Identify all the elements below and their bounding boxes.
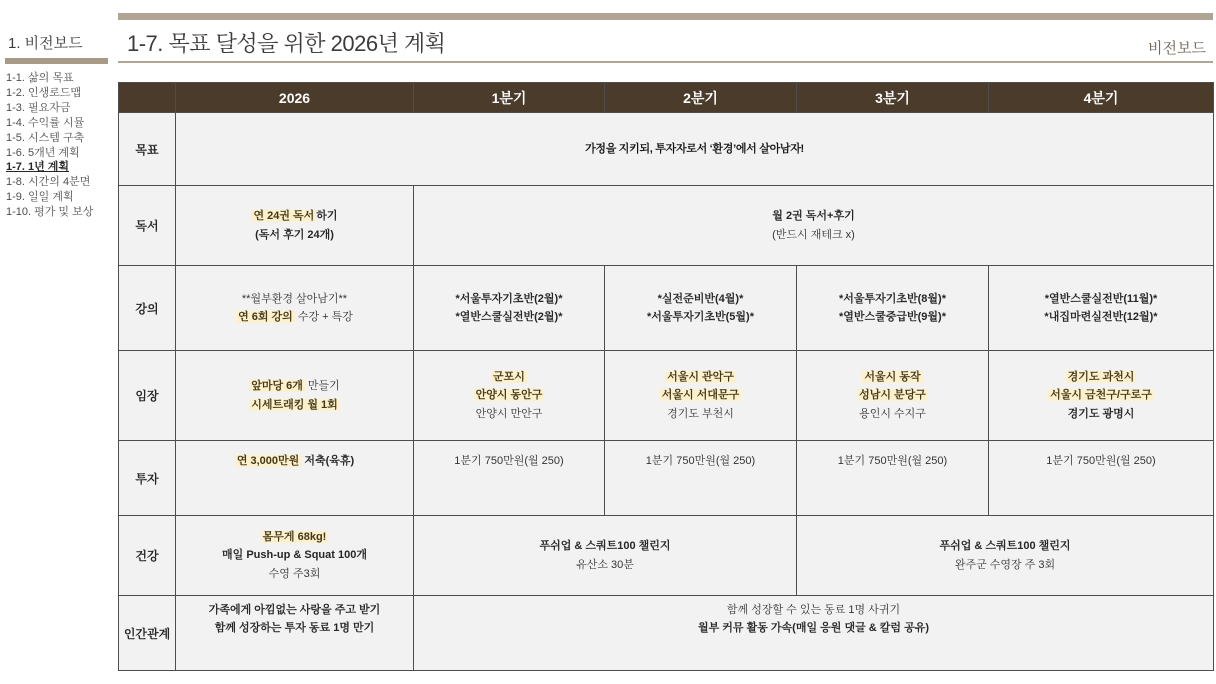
sidebar-item[interactable]: 1-1. 삶의 목표: [6, 72, 74, 84]
cell-text: 1분기 750만원(월 250): [454, 455, 564, 467]
cell-text: 저축(육휴): [301, 455, 355, 467]
sidebar-item-active[interactable]: 1-7. 1년 계획: [6, 161, 70, 174]
table-cell: [176, 516, 414, 596]
cell-text: 함께 성장하는 투자 동료 1명 만기: [214, 622, 375, 635]
table-row: [119, 266, 1214, 351]
table-cell: [414, 351, 605, 441]
cell-line: [800, 452, 985, 470]
cell-line: [608, 290, 793, 308]
table-cell: [176, 351, 414, 441]
cell-text: 경기도 부천시: [667, 407, 734, 420]
cell-line: [417, 290, 601, 308]
title-underline: [118, 61, 1213, 63]
table-row: [119, 351, 1214, 441]
cell-line: [992, 405, 1210, 423]
corner-label: 비전보드: [1148, 40, 1206, 57]
cell-text: 1분기 750만원(월 250): [645, 455, 756, 467]
row-header: 투자: [119, 441, 176, 516]
cell-text: 푸쉬업 & 스쿼트100 챌린지: [539, 540, 671, 553]
cell-text: 1분기 750만원(월 250): [1046, 455, 1156, 467]
cell-line: [179, 619, 410, 637]
cell-line: [179, 452, 410, 470]
page-title: 1-7. 목표 달성을 위한 2026년 계획: [127, 31, 446, 56]
row-header: 강의: [119, 266, 176, 351]
cell-text: *내집마련실전반(12월)*: [1044, 311, 1158, 323]
cell-line: [800, 308, 985, 326]
cell-text: 수영 주3회: [268, 567, 321, 580]
table-cell: [797, 516, 1214, 596]
column-header: 2분기: [605, 83, 797, 113]
cell-line: [417, 368, 601, 386]
cell-text: 월부 커뮤 활동 가속(매일 응원 댓글 & 칼럼 공유): [698, 622, 929, 635]
cell-line: [179, 396, 410, 414]
cell-text: **월부환경 살아남기**: [241, 292, 348, 305]
table-cell: [414, 266, 605, 351]
sidebar-nav: [6, 71, 93, 220]
cell-line: [800, 368, 985, 386]
cell-line: [800, 556, 1210, 574]
sidebar-item[interactable]: 1-3. 필요자금: [6, 101, 71, 114]
table-row: [119, 596, 1214, 671]
table-cell: [989, 351, 1214, 441]
cell-line: [608, 308, 793, 326]
sidebar-item[interactable]: 1-8. 시간의 4분면: [6, 176, 91, 189]
table-header-row: [119, 83, 1214, 113]
cell-line: [608, 405, 793, 423]
row-header: 독서: [119, 186, 176, 266]
cell-line: [417, 619, 1210, 637]
cell-text: 만들기: [304, 380, 340, 393]
table-cell: [605, 266, 797, 351]
cell-text: 경기도 광명시: [1067, 407, 1135, 420]
highlighted-text: 서울시 관악구: [667, 371, 734, 384]
sidebar-item[interactable]: 1-4. 수익률 시뮬: [6, 116, 85, 129]
table-cell: [176, 186, 414, 266]
highlighted-text: 경기도 과천시: [1067, 371, 1135, 384]
top-accent-bar: [118, 13, 1213, 20]
cell-line: [800, 290, 985, 308]
cell-line: [417, 452, 601, 470]
table-cell: [176, 596, 414, 671]
cell-text: 가정을 지키되, 투자자로서 ‘환경’에서 살아남자!: [585, 142, 804, 155]
cell-line: [608, 386, 793, 404]
table-cell: [414, 516, 797, 596]
cell-line: [179, 601, 410, 619]
cell-line: [417, 556, 793, 574]
cell-text: 수강 + 특강: [294, 311, 353, 323]
cell-text: 하기: [316, 210, 338, 223]
cell-text: 안양시 만안구: [475, 407, 543, 420]
cell-line: [179, 377, 410, 395]
cell-line: [417, 308, 601, 326]
table-row: [119, 516, 1214, 596]
highlighted-text: 안양시 동안구: [475, 389, 543, 402]
table-cell: [605, 441, 797, 516]
cell-line: [179, 565, 410, 583]
cell-line: [417, 207, 1210, 225]
cell-text: 가족에게 아낌없는 사랑을 주고 받기: [208, 604, 381, 616]
highlighted-text: 연 6회 강의: [238, 311, 293, 323]
cell-line: [800, 537, 1210, 555]
table-cell: [797, 351, 989, 441]
cell-text: 푸쉬업 & 스쿼트100 챌린지: [939, 540, 1071, 553]
cell-line: [417, 226, 1210, 244]
cell-text: *열반스쿨실전반(2월)*: [455, 311, 563, 323]
cell-line: [417, 386, 601, 404]
cell-text: 유산소 30분: [576, 558, 634, 571]
cell-line: [608, 368, 793, 386]
cell-line: [992, 290, 1210, 308]
column-header: 2026: [176, 83, 414, 113]
table-cell: [797, 441, 989, 516]
table-cell: [989, 441, 1214, 516]
column-header: 4분기: [989, 83, 1214, 113]
sidebar-item[interactable]: 1-9. 일일 계획: [6, 191, 74, 204]
table-cell: [797, 266, 989, 351]
table-body: [119, 113, 1214, 671]
row-header: 인간관계: [119, 596, 176, 671]
table-cell: [176, 266, 414, 351]
cell-line: [179, 290, 410, 308]
cell-line: [992, 386, 1210, 404]
cell-line: [179, 140, 1210, 158]
cell-text: *열반스쿨실전반(11월)*: [1044, 292, 1158, 305]
cell-line: [179, 226, 410, 244]
cell-line: [417, 537, 793, 555]
sidebar-item[interactable]: 1-2. 인생로드맵: [6, 86, 82, 99]
cell-text: 함께 성장할 수 있는 동료 1명 사귀기: [726, 604, 901, 616]
cell-line: [179, 308, 410, 326]
table-cell: [176, 113, 1214, 186]
cell-line: [608, 452, 793, 470]
cell-line: [417, 405, 601, 423]
sidebar-accent-bar: [5, 58, 108, 64]
highlighted-text: 서울시 금천구/구로구: [1050, 389, 1152, 402]
cell-line: [417, 601, 1210, 619]
cell-line: [179, 207, 410, 225]
sidebar-item[interactable]: 1-5. 시스템 구축: [6, 131, 85, 144]
cell-text: *서울투자기초반(5월)*: [646, 311, 754, 323]
highlighted-text: 성남시 분당구: [859, 389, 926, 402]
table-cell: [605, 351, 797, 441]
column-header: 1분기: [414, 83, 605, 113]
cell-text: 용인시 수지구: [859, 407, 926, 420]
table-cell: [414, 186, 1214, 266]
table-cell: [414, 596, 1214, 671]
cell-line: [992, 368, 1210, 386]
cell-text: *서울투자기초반(8월)*: [838, 292, 946, 305]
plan-table: [118, 82, 1214, 671]
row-header: 목표: [119, 113, 176, 186]
sidebar-item[interactable]: 1-6. 5개년 계획: [6, 146, 80, 159]
highlighted-text: 몸무게 68kg!: [262, 531, 327, 544]
column-header: [119, 83, 176, 113]
highlighted-text: 앞마당 6개: [251, 380, 303, 393]
cell-line: [992, 308, 1210, 326]
cell-text: 1분기 750만원(월 250): [837, 455, 948, 467]
cell-line: [800, 386, 985, 404]
sidebar-item[interactable]: 1-10. 평가 및 보상: [6, 206, 94, 219]
cell-text: *실전준비반(4월)*: [657, 292, 744, 305]
highlighted-text: 서울시 동작: [864, 371, 921, 384]
column-header: 3분기: [797, 83, 989, 113]
row-header: 건강: [119, 516, 176, 596]
cell-text: 월 2권 독서+후기: [772, 210, 855, 223]
cell-text: 완주군 수영장 주 3회: [954, 558, 1056, 571]
cell-text: 매일 Push-up & Squat 100개: [222, 549, 367, 562]
sidebar-title: 1. 비전보드: [8, 35, 83, 52]
cell-text: (반드시 재테크 x): [772, 228, 855, 241]
cell-text: *열반스쿨중급반(9월)*: [838, 311, 946, 323]
table-cell: [414, 441, 605, 516]
cell-text: (독서 후기 24개): [255, 228, 334, 241]
highlighted-text: 군포시: [493, 371, 525, 384]
cell-text: *서울투자기초반(2월)*: [455, 292, 563, 305]
cell-line: [992, 452, 1210, 470]
highlighted-text: 연 24권 독서: [253, 210, 315, 223]
row-header: 임장: [119, 351, 176, 441]
table-cell: [176, 441, 414, 516]
table-cell: [989, 266, 1214, 351]
highlighted-text: 연 3,000만원: [236, 455, 300, 467]
highlighted-text: 서울시 서대문구: [661, 389, 740, 402]
cell-line: [179, 528, 410, 546]
highlighted-text: 시세트래킹 월 1회: [251, 398, 338, 411]
table-row: [119, 441, 1214, 516]
table-row: [119, 186, 1214, 266]
cell-line: [800, 405, 985, 423]
table-row: [119, 113, 1214, 186]
cell-line: [179, 546, 410, 564]
